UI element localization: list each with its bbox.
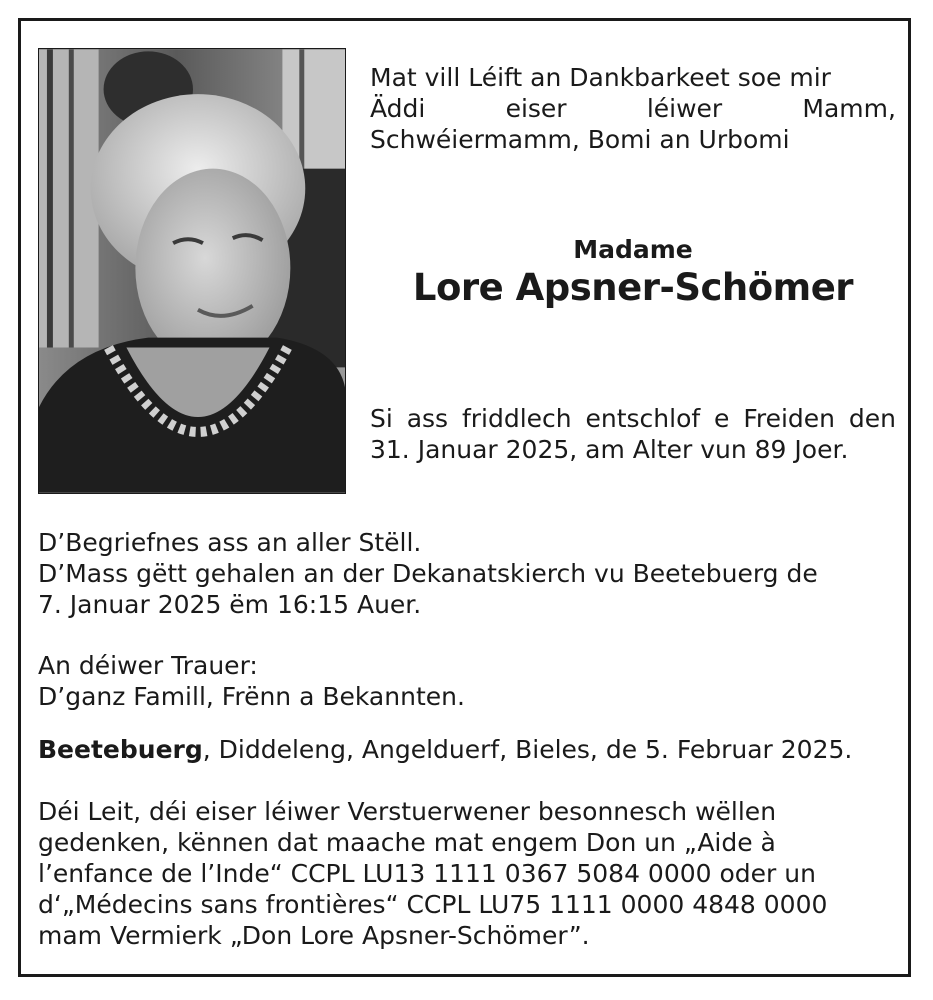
mourners-line-2: D’ganz Famill, Frënn a Bekannten. [38, 682, 465, 711]
funeral-line-3: 7. Januar 2025 ëm 16:15 Auer. [38, 590, 422, 619]
funeral-line-2: D’Mass gëtt gehalen an der Dekanatskierch vu Beetebuerg de [38, 559, 818, 588]
portrait-photo [38, 48, 346, 494]
place-date-line [38, 734, 898, 765]
intro-line-1: Mat vill Léift an Dankbarkeet soe mir [370, 63, 831, 92]
donation-line-1: Déi Leit, déi eiser léiwer Verstuerwener besonnesch wëllen [38, 797, 777, 826]
donation-paragraph [38, 796, 898, 951]
intro-line-2-word: léiwer [646, 94, 723, 123]
place-date-rest: , Diddeleng, Angelduerf, Bieles, de 5. Februar 2025. [202, 735, 853, 764]
intro-line-2-word: eiser [505, 94, 567, 123]
intro-line-2 [370, 93, 896, 124]
name-block [370, 234, 896, 310]
portrait-illustration [39, 49, 345, 493]
place-date-paragraph [38, 734, 898, 765]
donation-line-5: mam Vermierk „Don Lore Apsner-Schömer”. [38, 921, 590, 950]
intro-text [370, 62, 896, 155]
mourners-paragraph [38, 650, 898, 712]
intro-line-2-word: Mamm, [802, 94, 896, 123]
donation-line-2: gedenken, kënnen dat maache mat engem Don un „Aide à [38, 828, 776, 857]
salutation: Madame [573, 235, 693, 264]
place-town: Beetebuerg [38, 735, 203, 764]
deceased-name: Lore Apsner-Schömer [412, 266, 854, 309]
funeral-line-1: D’Begriefnes ass an aller Stëll. [38, 528, 422, 557]
intro-line-3: Schwéiermamm, Bomi an Urbomi [370, 125, 790, 154]
donation-line-3: l’enfance de l’Inde“ CCPL LU13 1111 0367 5084 0000 oder un [38, 859, 816, 888]
funeral-paragraph [38, 527, 898, 620]
mourners-line-1: An déiwer Trauer: [38, 651, 258, 680]
intro-line-2-word: Äddi [370, 94, 426, 123]
donation-line-4: d‘„Médecins sans frontières“ CCPL LU75 1111 0000 4848 0000 [38, 890, 828, 919]
passing-text: Si ass friddlech entschlof e Freiden den 31. Januar 2025, am Alter vun 89 Joer. [370, 404, 896, 464]
